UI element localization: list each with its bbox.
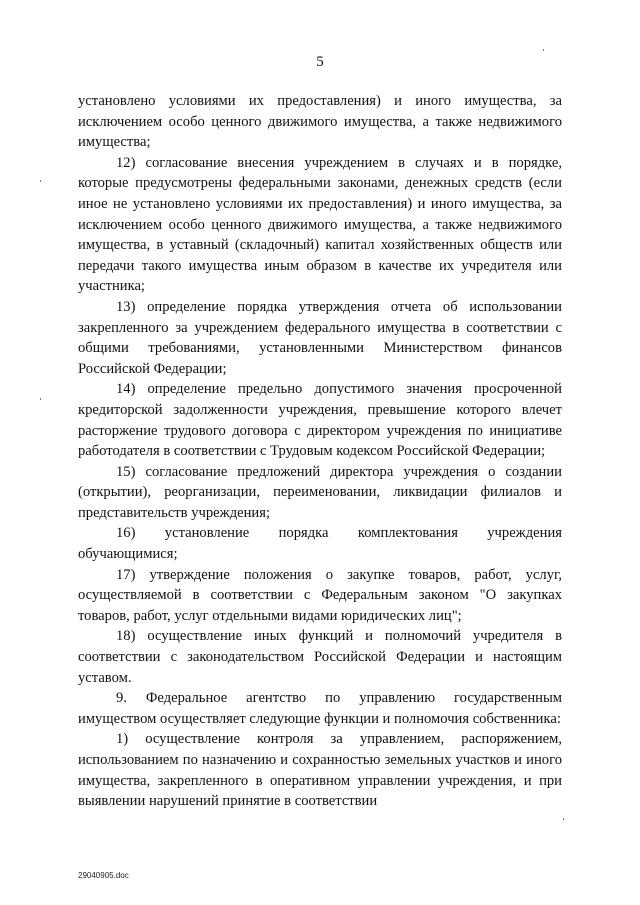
page-number: 5 xyxy=(316,54,324,70)
footer-filename: 29040905.doc xyxy=(78,871,129,880)
paragraph-item-12: 12) согласование внесения учреждением в случаях и в порядке, которые предусмотрены федеральными законами, денежных средств (если иное не установлено условиями их предоставления) и иного имущества, за исключением особо ценного движимого имущества, а также недвижимого имущества, в уставный (складочный) капитал хозяйственных обществ или передачи такого имущества иным образом в качестве их учредителя или участника; xyxy=(78,154,562,295)
scan-speck xyxy=(40,398,41,400)
scan-speck xyxy=(563,818,564,820)
scan-speck xyxy=(40,180,41,182)
paragraph-item-13: 13) определение порядка утверждения отчета об использовании закрепленного за учреждением федерального имущества в соответствии с общими требованиями, установленными Министерством финансов Российской Федерации; xyxy=(78,298,562,377)
paragraph-item-18: 18) осуществление иных функций и полномочий учредителя в соответствии с законодательством Российской Федерации и настоящим уставом. xyxy=(78,628,562,686)
paragraph-item-16: 16) установление порядка комплектования учреждения обучающимися; xyxy=(78,525,562,563)
paragraph-item-14: 14) определение предельно допустимого значения просроченной кредиторской задолженности учреждения, превышение которого влечет расторжение трудового договора с директором учреждения по инициативе работодателя в соответствии с Трудовым кодексом Российской Федерации; xyxy=(78,381,562,460)
paragraph-item-17: 17) утверждение положения о закупке товаров, работ, услуг, осуществляемой в соответствии с Федеральным законом "О закупках товаров, работ, услуг отдельными видами юридических лиц"; xyxy=(78,566,562,624)
paragraph-section-9: 9. Федеральное агентство по управлению государственным имуществом осуществляет следующие функции и полномочия собственника: xyxy=(78,690,562,727)
scan-speck xyxy=(543,49,544,51)
paragraph-item-1: 1) осуществление контроля за управлением, распоряжением, использованием по назначению и сохранностью земельных участков и иного имущества, закрепленного в оперативном управлении учреждения, и при выявлении нарушений принятие в соответствии xyxy=(78,731,562,810)
document-body xyxy=(78,91,562,812)
paragraph-continuation: установлено условиями их предоставления) и иного имущества, за исключением особо ценного движимого имущества, а также недвижимого имущества; xyxy=(78,93,562,151)
paragraph-item-15: 15) согласование предложений директора учреждения о создании (открытии), реорганизации, переименовании, ликвидации филиалов и представительств учреждения; xyxy=(78,463,562,521)
